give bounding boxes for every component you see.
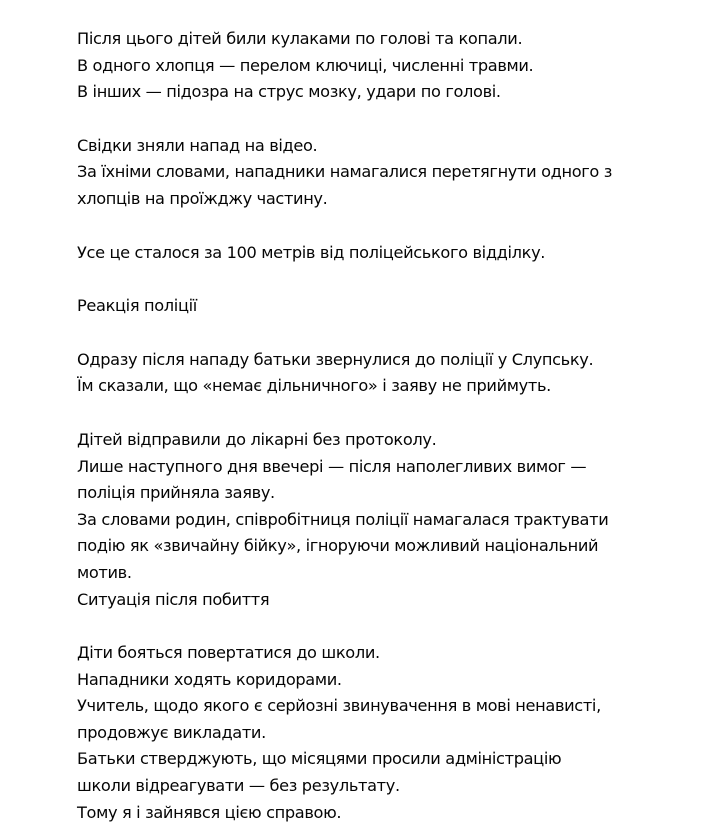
text-line: Діти бояться повертатися до школи. — [77, 643, 380, 663]
text-line: В одного хлопця — перелом ключиці, численні травми. — [77, 55, 534, 75]
post-text — [77, 26, 717, 826]
text-line: мотив. — [77, 562, 132, 582]
section-heading-situation: Ситуація після побиття — [77, 589, 270, 609]
paragraph-police-refusal — [77, 347, 717, 400]
text-line: Після цього дітей били кулаками по голові та копали. — [77, 29, 523, 48]
text-line: продовжує викладати. — [77, 722, 266, 742]
paragraph-attack-injuries — [77, 26, 717, 106]
text-line: Нападники ходять коридорами. — [77, 669, 342, 689]
text-line: В інших — підозра на струс мозку, удари по голові. — [77, 82, 501, 102]
paragraph-hospital-report — [77, 427, 717, 613]
text-line: Одразу після нападу батьки звернулися до поліції у Слупську. — [77, 349, 594, 369]
text-line: хлопців на проїжджу частину. — [77, 188, 328, 208]
text-line: Лише наступного дня ввечері — після наполегливих вимог — — [77, 456, 587, 476]
paragraph-location — [77, 240, 717, 267]
text-line: За їхніми словами, нападники намагалися перетягнути одного з — [77, 162, 613, 182]
text-line: Свідки зняли напад на відео. — [77, 135, 318, 155]
text-line: школи відреагувати — без результату. — [77, 776, 400, 796]
text-line: Їм сказали, що «немає дільничного» і заяву не приймуть. — [77, 376, 551, 396]
text-line: За словами родин, співробітниця поліції намагалася трактувати — [77, 509, 609, 529]
text-line: поліція прийняла заяву. — [77, 483, 275, 503]
text-line: Учитель, щодо якого є серйозні звинувачення в мові ненависті, — [77, 696, 601, 716]
paragraph-witnesses — [77, 133, 717, 213]
paragraph-current-situation — [77, 640, 717, 826]
text-line: Усе це сталося за 100 метрів від поліцейського відділку. — [77, 242, 546, 262]
text-line: Батьки стверджують, що місяцями просили адміністрацію — [77, 749, 562, 769]
text-line: подію як «звичайну бійку», ігноруючи можливий національний — [77, 536, 599, 556]
text-line: Реакція поліції — [77, 296, 197, 316]
text-line: Тому я і зайнявся цією справою. — [77, 802, 342, 822]
section-heading-police-reaction — [77, 293, 717, 320]
text-line: Дітей відправили до лікарні без протоколу. — [77, 429, 437, 449]
